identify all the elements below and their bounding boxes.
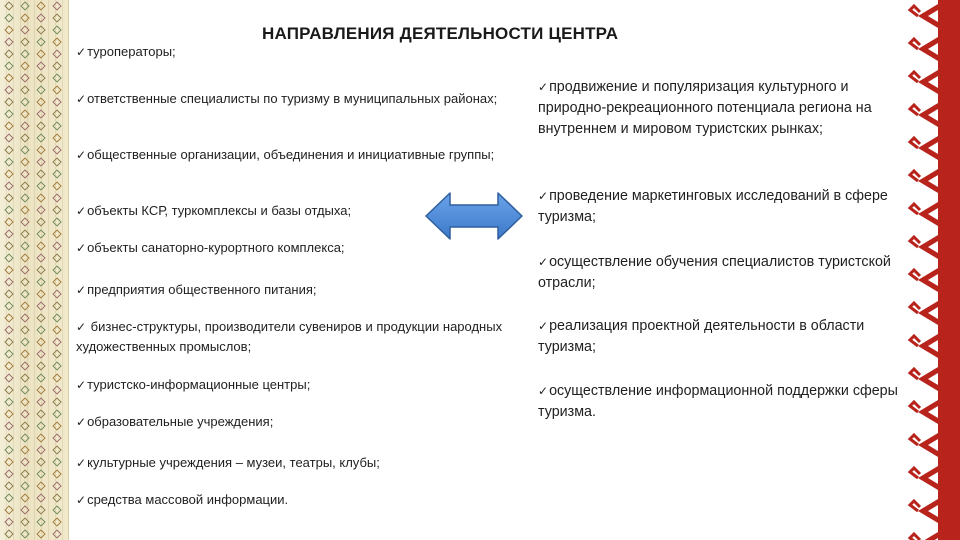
ornament-diamond	[5, 434, 13, 442]
ornament-diamond	[5, 242, 13, 250]
ornament-diamond	[5, 410, 13, 418]
ornament-diamond	[5, 14, 13, 22]
ornament-diamond	[53, 230, 61, 238]
ornament-hook	[910, 402, 920, 412]
ornament-diamond	[5, 518, 13, 526]
ornament-diamond	[37, 422, 45, 430]
check-icon: ✓	[538, 384, 549, 398]
ornament-diamond	[53, 266, 61, 274]
ornament-diamond	[5, 326, 13, 334]
ornament-diamond	[53, 362, 61, 370]
ornament-diamond	[53, 314, 61, 322]
ornament-diamond	[21, 98, 29, 106]
ornament-diamond	[21, 74, 29, 82]
ornament-diamond	[5, 86, 13, 94]
ornament-diamond	[21, 14, 29, 22]
ornament-diamond	[37, 218, 45, 226]
ornament-diamond	[37, 86, 45, 94]
ornament-diamond	[5, 230, 13, 238]
ornament-diamond	[53, 470, 61, 478]
ornament-chevron	[918, 334, 938, 358]
ornament-diamond	[37, 2, 45, 10]
ornament-diamond	[37, 14, 45, 22]
ornament-diamond	[21, 458, 29, 466]
check-icon: ✓	[76, 283, 87, 297]
ornament-diamond	[21, 290, 29, 298]
ornament-diamond	[53, 182, 61, 190]
check-icon: ✓	[76, 241, 87, 255]
ornament-diamond	[5, 254, 13, 262]
ornament-diamond	[37, 386, 45, 394]
ornament-diamond	[37, 74, 45, 82]
ornament-diamond	[21, 446, 29, 454]
ornament-diamond	[21, 374, 29, 382]
ornament-diamond	[37, 350, 45, 358]
ornament-diamond	[53, 38, 61, 46]
list-item-info-centers: ✓туристско-информационные центры;	[76, 377, 311, 392]
list-item-ksr-objects: ✓объекты КСР, туркомплексы и базы отдыха;	[76, 203, 352, 218]
ornament-diamond	[21, 422, 29, 430]
ornament-diamond	[37, 302, 45, 310]
ornament-chevron	[918, 499, 938, 523]
ornament-diamond	[21, 530, 29, 538]
ornament-hook	[910, 270, 920, 280]
ornament-diamond	[37, 530, 45, 538]
ornament-diamond	[53, 110, 61, 118]
ornament-chevron	[918, 301, 938, 325]
list-item-educational: ✓образовательные учреждения;	[76, 414, 274, 429]
ornament-diamond	[53, 446, 61, 454]
ornament-diamond	[37, 290, 45, 298]
ornament-diamond	[53, 350, 61, 358]
ornament-diamond	[37, 398, 45, 406]
ornament-diamond	[5, 458, 13, 466]
ornament-diamond	[37, 338, 45, 346]
check-icon: ✓	[538, 80, 549, 94]
ornament-diamond	[5, 290, 13, 298]
list-item-mass-media: ✓средства массовой информации.	[76, 492, 289, 507]
ornament-diamond	[21, 218, 29, 226]
ornament-diamond	[21, 110, 29, 118]
ornament-diamond	[53, 14, 61, 22]
ornament-diamond	[5, 506, 13, 514]
ornament-diamond	[37, 62, 45, 70]
ornament-diamond	[37, 50, 45, 58]
ornament-chevron	[918, 4, 938, 28]
list-item-catering: ✓предприятия общественного питания;	[76, 282, 317, 297]
ornament-diamond	[53, 398, 61, 406]
ornament-diamond	[21, 482, 29, 490]
ornament-diamond	[21, 266, 29, 274]
ornament-diamond	[53, 458, 61, 466]
ornament-diamond	[53, 434, 61, 442]
ornament-diamond	[53, 482, 61, 490]
ornament-diamond	[5, 62, 13, 70]
ornament-diamond	[5, 386, 13, 394]
ornament-hook	[910, 138, 920, 148]
ornament-diamond	[5, 266, 13, 274]
ornament-diamond	[5, 158, 13, 166]
ornament-diamond	[53, 122, 61, 130]
ornament-diamond	[5, 470, 13, 478]
ornament-diamond	[37, 278, 45, 286]
ornament-diamond	[5, 422, 13, 430]
ornament-diamond	[21, 86, 29, 94]
ornament-diamond	[21, 254, 29, 262]
ornament-diamond	[37, 482, 45, 490]
ornament-diamond	[21, 194, 29, 202]
ornament-diamond	[21, 326, 29, 334]
ornament-diamond	[53, 338, 61, 346]
ornament-diamond	[21, 338, 29, 346]
ornament-diamond	[37, 470, 45, 478]
ornament-diamond	[37, 518, 45, 526]
ornament-diamond	[5, 482, 13, 490]
check-icon: ✓	[76, 378, 87, 392]
ornament-diamond	[37, 38, 45, 46]
ornament-hook	[910, 336, 920, 346]
ornament-diamond	[5, 218, 13, 226]
ornament-diamond	[53, 518, 61, 526]
ornament-diamond	[21, 398, 29, 406]
ornament-diamond	[21, 278, 29, 286]
ornament-diamond	[5, 374, 13, 382]
ornament-diamond	[21, 494, 29, 502]
check-icon: ✓	[76, 45, 87, 59]
ornament-diamond	[5, 446, 13, 454]
ornament-diamond	[21, 38, 29, 46]
ornament-diamond	[21, 170, 29, 178]
ornament-diamond	[21, 386, 29, 394]
ornament-diamond	[5, 134, 13, 142]
ornament-diamond	[5, 362, 13, 370]
ornament-diamond	[21, 158, 29, 166]
ornament-diamond	[37, 362, 45, 370]
ornament-diamond	[5, 26, 13, 34]
ornament-diamond	[21, 206, 29, 214]
ornament-chevron	[918, 367, 938, 391]
ornament-diamond	[37, 98, 45, 106]
ornament-diamond	[53, 494, 61, 502]
ornament-diamond	[53, 98, 61, 106]
ornament-diamond	[21, 2, 29, 10]
double-arrow-icon	[424, 190, 524, 242]
ornament-diamond	[37, 182, 45, 190]
ornament-diamond	[21, 314, 29, 322]
ornament-diamond	[21, 26, 29, 34]
direction-item-marketing: ✓проведение маркетинговых исследований в сфере туризма;	[538, 188, 888, 225]
ornament-diamond	[37, 506, 45, 514]
ornament-diamond	[37, 254, 45, 262]
ornament-chevron	[918, 136, 938, 160]
ornament-hook	[910, 501, 920, 511]
ornament-diamond	[53, 218, 61, 226]
ornament-diamond	[37, 446, 45, 454]
ornament-diamond	[5, 530, 13, 538]
list-item-public-organizations: ✓общественные организации, объединения и инициативные группы;	[76, 147, 495, 162]
ornament-diamond	[37, 374, 45, 382]
ornament-diamond	[21, 506, 29, 514]
check-icon: ✓	[76, 204, 87, 218]
ornament-diamond	[21, 62, 29, 70]
ornament-hook	[910, 171, 920, 181]
ornament-diamond	[21, 122, 29, 130]
ornament-diamond	[37, 434, 45, 442]
ornament-diamond	[21, 50, 29, 58]
ornament-diamond	[21, 434, 29, 442]
ornament-diamond	[21, 182, 29, 190]
ornament-diamond	[37, 206, 45, 214]
ornament-diamond	[5, 50, 13, 58]
ornament-diamond	[53, 26, 61, 34]
check-icon: ✓	[76, 148, 87, 162]
ornament-diamond	[37, 158, 45, 166]
ornament-chevron	[918, 433, 938, 457]
ornament-diamond	[37, 122, 45, 130]
ornament-diamond	[53, 422, 61, 430]
check-icon: ✓	[538, 189, 549, 203]
ornament-diamond	[53, 74, 61, 82]
ornament-diamond	[53, 242, 61, 250]
ornament-chevron	[918, 103, 938, 127]
ornament-hook	[910, 237, 920, 247]
ornament-hook	[910, 369, 920, 379]
ornament-hook	[910, 468, 920, 478]
ornament-diamond	[37, 134, 45, 142]
ornament-diamond	[5, 314, 13, 322]
ornament-diamond	[37, 266, 45, 274]
ornament-diamond	[37, 314, 45, 322]
ornament-chevron	[918, 202, 938, 226]
ornament-diamond	[5, 170, 13, 178]
ornament-diamond	[5, 302, 13, 310]
left-ornament-border	[0, 0, 69, 540]
ornament-diamond	[5, 194, 13, 202]
ornament-diamond	[53, 206, 61, 214]
ornament-chevron	[918, 70, 938, 94]
ornament-diamond	[21, 350, 29, 358]
ornament-diamond	[5, 182, 13, 190]
ornament-diamond	[53, 290, 61, 298]
ornament-diamond	[53, 158, 61, 166]
left-ornament-pattern	[0, 0, 68, 540]
ornament-diamond	[37, 26, 45, 34]
list-item-municipal-specialists: ✓ответственные специалисты по туризму в муниципальных районах;	[76, 91, 498, 106]
ornament-chevron	[918, 169, 938, 193]
ornament-hook	[910, 6, 920, 16]
ornament-diamond	[37, 170, 45, 178]
list-item-sanatorium: ✓объекты санаторно-курортного комплекса;	[76, 240, 345, 255]
ornament-diamond	[53, 506, 61, 514]
ornament-diamond	[53, 2, 61, 10]
ornament-diamond	[53, 62, 61, 70]
check-icon: ✓	[76, 493, 87, 507]
ornament-diamond	[53, 278, 61, 286]
ornament-hook	[910, 39, 920, 49]
check-icon: ✓	[538, 255, 549, 269]
ornament-diamond	[53, 302, 61, 310]
ornament-diamond	[37, 194, 45, 202]
ornament-diamond	[53, 410, 61, 418]
direction-item-training: ✓осуществление обучения специалистов туристской отрасли;	[538, 254, 891, 291]
ornament-diamond	[53, 170, 61, 178]
ornament-diamond	[5, 122, 13, 130]
check-icon: ✓	[76, 320, 87, 334]
ornament-diamond	[21, 302, 29, 310]
ornament-diamond	[37, 146, 45, 154]
ornament-diamond	[37, 410, 45, 418]
ornament-diamond	[37, 242, 45, 250]
ornament-diamond	[21, 362, 29, 370]
direction-item-promotion: ✓продвижение и популяризация культурного и природно-рекреационного потенциала региона на внутреннем и мировом туристских рынках;	[538, 79, 872, 137]
check-icon: ✓	[76, 92, 87, 106]
direction-item-info-support: ✓осуществление информационной поддержки сферы туризма.	[538, 383, 898, 420]
ornament-diamond	[37, 110, 45, 118]
ornament-chevron	[918, 532, 938, 540]
page-title: НАПРАВЛЕНИЯ ДЕЯТЕЛЬНОСТИ ЦЕНТРА	[262, 24, 619, 43]
ornament-chevron	[918, 400, 938, 424]
ornament-diamond	[5, 74, 13, 82]
ornament-diamond	[37, 458, 45, 466]
ornament-hook	[910, 303, 920, 313]
ornament-diamond	[53, 374, 61, 382]
ornament-diamond	[5, 146, 13, 154]
ornament-diamond	[5, 350, 13, 358]
ornament-hook	[910, 435, 920, 445]
ornament-diamond	[5, 38, 13, 46]
ornament-chevron	[918, 268, 938, 292]
ornament-chevron	[918, 235, 938, 259]
ornament-diamond	[5, 206, 13, 214]
ornament-diamond	[53, 386, 61, 394]
ornament-diamond	[5, 278, 13, 286]
ornament-diamond	[5, 398, 13, 406]
ornament-chevron	[918, 37, 938, 61]
ornament-hook	[910, 534, 920, 540]
check-icon: ✓	[76, 456, 87, 470]
list-item-cultural: ✓культурные учреждения – музеи, театры, клубы;	[76, 455, 380, 470]
ornament-diamond	[53, 326, 61, 334]
ornament-diamond	[5, 494, 13, 502]
ornament-diamond	[37, 326, 45, 334]
ornament-diamond	[37, 230, 45, 238]
ornament-chevron	[918, 466, 938, 490]
ornament-diamond	[5, 98, 13, 106]
ornament-diamond	[21, 242, 29, 250]
list-item-business-structures: ✓ бизнес-структуры, производители сувениров и продукции народных художественных промыслов;	[76, 319, 503, 354]
ornament-diamond	[53, 530, 61, 538]
ornament-diamond	[53, 134, 61, 142]
ornament-diamond	[53, 86, 61, 94]
ornament-diamond	[5, 2, 13, 10]
check-icon: ✓	[76, 415, 87, 429]
ornament-diamond	[5, 338, 13, 346]
ornament-diamond	[53, 194, 61, 202]
ornament-diamond	[21, 470, 29, 478]
ornament-band	[938, 0, 960, 540]
direction-item-projects: ✓реализация проектной деятельности в области туризма;	[538, 318, 865, 355]
ornament-diamond	[21, 146, 29, 154]
ornament-hook	[910, 105, 920, 115]
list-item-touroperators: ✓туроператоры;	[76, 44, 176, 59]
ornament-hook	[910, 72, 920, 82]
ornament-hook	[910, 204, 920, 214]
ornament-diamond	[21, 518, 29, 526]
ornament-diamond	[53, 146, 61, 154]
check-icon: ✓	[538, 319, 549, 333]
ornament-diamond	[53, 254, 61, 262]
ornament-diamond	[21, 230, 29, 238]
ornament-diamond	[5, 110, 13, 118]
ornament-diamond	[53, 50, 61, 58]
ornament-diamond	[21, 134, 29, 142]
ornament-diamond	[37, 494, 45, 502]
ornament-diamond	[21, 410, 29, 418]
